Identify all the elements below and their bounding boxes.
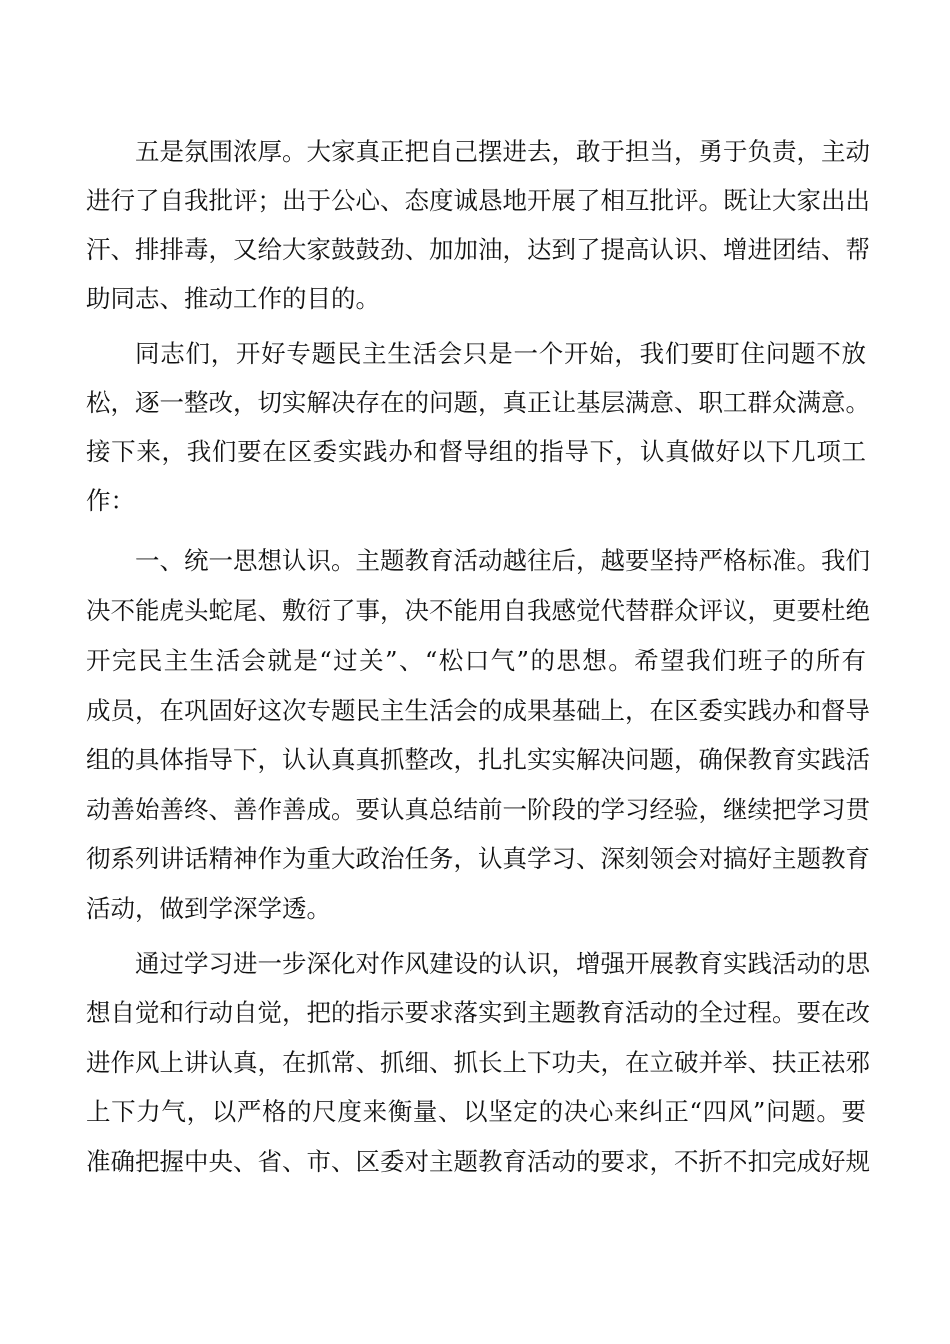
paragraph-line: 通过学习进一步深化对作风建设的认识，增强开展教育实践活动的思 (135, 949, 870, 978)
paragraph-line: 进行了自我批评；出于公心、态度诚恳地开展了相互批评。既让大家出出 (86, 186, 870, 215)
paragraph-line: 彻系列讲话精神作为重大政治任务，认真学习、深刻领会对搞好主题教育 (86, 844, 870, 873)
paragraph-line: 准确把握中央、省、市、区委对主题教育活动的要求，不折不扣完成好规 (86, 1147, 870, 1176)
paragraph-line: 接下来，我们要在区委实践办和督导组的指导下，认真做好以下几项工 (86, 437, 866, 466)
paragraph-line: 作： (86, 486, 135, 515)
paragraph-line: 一、统一思想认识。主题教育活动越往后，越要坚持严格标准。我们 (135, 546, 870, 575)
paragraph-line: 松，逐一整改，切实解决存在的问题，真正让基层满意、职工群众满意。 (86, 388, 870, 417)
paragraph-line: 成员，在巩固好这次专题民主生活会的成果基础上，在区委实践办和督导 (86, 696, 870, 725)
paragraph-line: 组的具体指导下，认认真真抓整改，扎扎实实解决问题，确保教育实践活 (86, 745, 870, 774)
paragraph-line: 汗、排排毒，又给大家鼓鼓劲、加加油，达到了提高认识、增进团结、帮 (86, 235, 870, 264)
paragraph-line: 上下力气，以严格的尺度来衡量、以坚定的决心来纠正“四风”问题。要 (86, 1097, 866, 1126)
paragraph-line: 进作风上讲认真，在抓常、抓细、抓长上下功夫，在立破并举、扶正祛邪 (86, 1048, 870, 1077)
paragraph-line: 同志们，开好专题民主生活会只是一个开始，我们要盯住问题不放 (135, 339, 866, 368)
paragraph-line: 开完民主生活会就是“过关”、“松口气”的思想。希望我们班子的所有 (86, 646, 866, 675)
paragraph-line: 五是氛围浓厚。大家真正把自己摆进去，敢于担当，勇于负责，主动 (135, 137, 870, 166)
paragraph-line: 想自觉和行动自觉，把的指示要求落实到主题教育活动的全过程。要在改 (86, 998, 870, 1027)
paragraph-line: 助同志、推动工作的目的。 (86, 284, 380, 313)
paragraph-line: 活动，做到学深学透。 (86, 894, 331, 923)
paragraph-line: 决不能虎头蛇尾、敷衍了事，决不能用自我感觉代替群众评议，更要杜绝 (86, 596, 870, 625)
paragraph-line: 动善始善终、善作善成。要认真总结前一阶段的学习经验，继续把学习贯 (86, 795, 870, 824)
